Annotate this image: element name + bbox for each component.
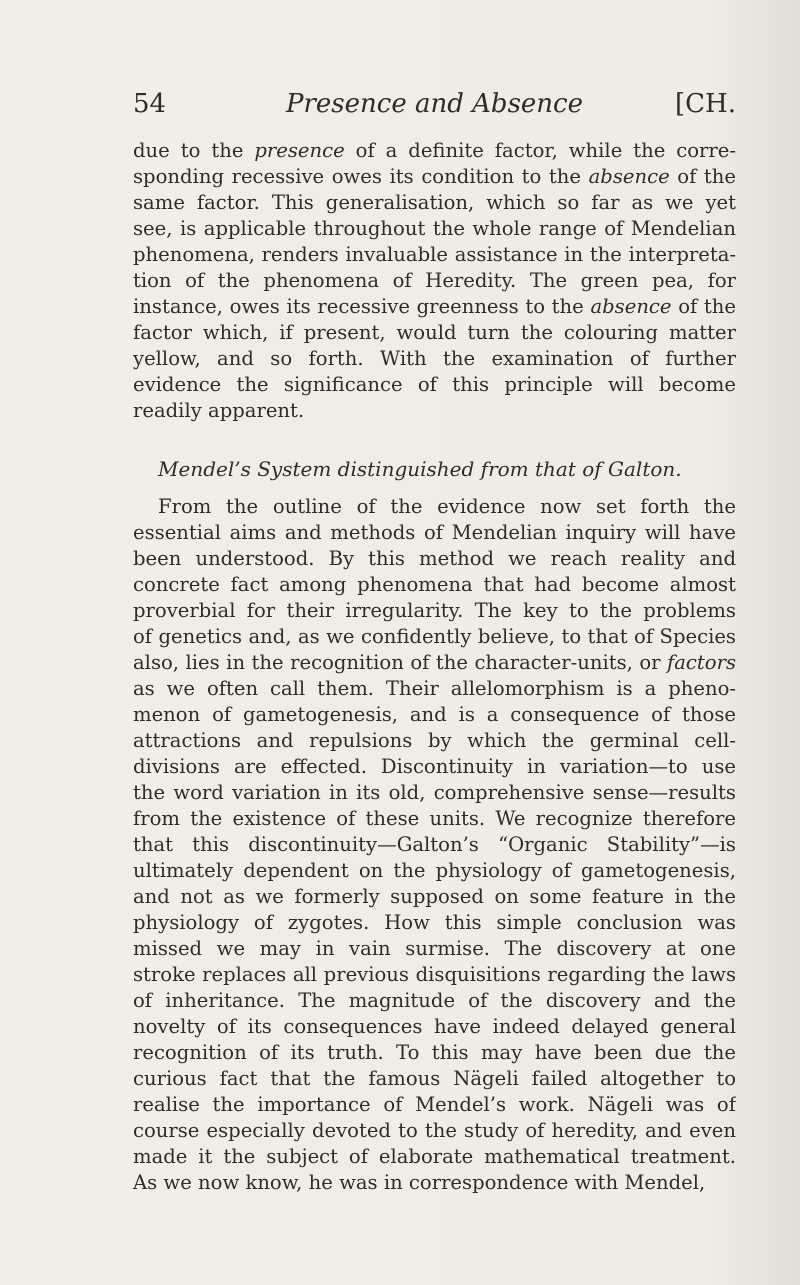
text-run: missed we may in vain surmise. The discovery at one xyxy=(133,937,736,960)
text-run: novelty of its consequences have indeed delayed general xyxy=(133,1015,736,1038)
text-run: of the xyxy=(671,295,736,318)
text-run: phenomena, renders invaluable assistance in the interpreta- xyxy=(133,243,736,266)
text-run: yellow, and so forth. With the examination of further xyxy=(133,347,736,370)
running-title: Presence and Absence xyxy=(286,89,583,119)
text-run: ultimately dependent on the physiology of gametogenesis, xyxy=(133,859,736,882)
text-run: divisions are effected. Discontinuity in variation—to use xyxy=(133,755,736,778)
text-run: and not as we formerly supposed on some feature in the xyxy=(133,885,736,908)
paragraph xyxy=(133,138,736,424)
text-run: instance, owes its recessive greenness to the xyxy=(133,295,591,318)
text-line xyxy=(133,372,736,398)
text-run: stroke replaces all previous disquisitions regarding the laws xyxy=(133,963,736,986)
text-line xyxy=(133,598,736,624)
text-run: tion of the phenomena of Heredity. The green pea, for xyxy=(133,269,736,292)
text-line xyxy=(133,910,736,936)
text-run: made it the subject of elaborate mathematical treatment. xyxy=(133,1145,736,1168)
text-run: attractions and repulsions by which the germinal cell- xyxy=(133,729,736,752)
text-line xyxy=(133,138,736,164)
text-line xyxy=(133,754,736,780)
running-head xyxy=(133,84,736,124)
text-line xyxy=(133,1066,736,1092)
text-line xyxy=(133,1040,736,1066)
text-line xyxy=(133,1144,736,1170)
text-line xyxy=(133,320,736,346)
text-line xyxy=(133,190,736,216)
text-run: that this discontinuity—Galton’s “Organic Stability”—is xyxy=(133,833,736,856)
paragraph xyxy=(133,494,736,1196)
text-line xyxy=(133,806,736,832)
text-run: of the xyxy=(669,165,736,188)
text-run: as we often call them. Their allelomorphism is a pheno- xyxy=(133,677,736,700)
text-run: the word variation in its old, comprehensive sense—results xyxy=(133,781,736,804)
text-line xyxy=(133,216,736,242)
text-run: essential aims and methods of Mendelian inquiry will have xyxy=(133,521,736,544)
text-line xyxy=(133,702,736,728)
text-run: been understood. By this method we reach reality and xyxy=(133,547,736,570)
section-heading: Mendel’s System distinguished from that of Galton. xyxy=(158,457,682,481)
text-line xyxy=(133,1118,736,1144)
text-run: recognition of its truth. To this may have been due the xyxy=(133,1041,736,1064)
text-line xyxy=(133,650,736,676)
text-line xyxy=(133,936,736,962)
emphasis: absence xyxy=(590,295,672,318)
text-run: From the outline of the evidence now set forth the xyxy=(158,495,736,518)
text-line xyxy=(133,572,736,598)
text-run: of inheritance. The magnitude of the discovery and the xyxy=(133,989,736,1012)
text-line xyxy=(133,546,736,572)
text-line xyxy=(133,242,736,268)
text-line xyxy=(133,164,736,190)
text-run: also, lies in the recognition of the character-units, or xyxy=(133,651,667,674)
text-line xyxy=(133,294,736,320)
text-run: same factor. This generalisation, which so far as we yet xyxy=(133,191,736,214)
text-run: factor which, if present, would turn the colouring matter xyxy=(133,321,736,344)
text-line xyxy=(133,494,736,520)
text-line xyxy=(133,832,736,858)
text-line xyxy=(133,884,736,910)
text-line xyxy=(133,624,736,650)
text-run: sponding recessive owes its condition to the xyxy=(133,165,589,188)
emphasis: absence xyxy=(588,165,670,188)
text-line xyxy=(133,962,736,988)
text-line xyxy=(133,520,736,546)
text-line xyxy=(133,1014,736,1040)
text-run: of a definite factor, while the corre- xyxy=(344,139,736,162)
text-line xyxy=(133,728,736,754)
text-run: readily apparent. xyxy=(133,399,305,422)
text-run: realise the importance of Mendel’s work. Nägeli was of xyxy=(133,1093,736,1116)
chapter-mark: [CH. xyxy=(675,89,736,119)
text-run: see, is applicable throughout the whole range of Mendelian xyxy=(133,217,736,240)
text-line xyxy=(133,1170,736,1196)
text-run: concrete fact among phenomena that had become almost xyxy=(133,573,736,596)
page-number: 54 xyxy=(133,89,167,119)
text-line xyxy=(133,346,736,372)
text-run: As we now know, he was in correspondence with Mendel, xyxy=(133,1171,706,1194)
text-run: evidence the significance of this principle will become xyxy=(133,373,736,396)
text-run: physiology of zygotes. How this simple conclusion was xyxy=(133,911,736,934)
emphasis: presence xyxy=(254,139,345,162)
text-run: menon of gametogenesis, and is a consequence of those xyxy=(133,703,736,726)
emphasis: factors xyxy=(667,651,736,674)
text-line xyxy=(133,1092,736,1118)
text-run: from the existence of these units. We recognize therefore xyxy=(133,807,736,830)
text-line xyxy=(133,780,736,806)
text-run: due to the xyxy=(133,139,255,162)
text-line xyxy=(133,858,736,884)
text-run: course especially devoted to the study of heredity, and even xyxy=(133,1119,736,1142)
body-text xyxy=(133,138,736,1196)
text-line xyxy=(133,988,736,1014)
text-line xyxy=(133,398,736,424)
text-run: curious fact that the famous Nägeli failed altogether to xyxy=(133,1067,736,1090)
text-line xyxy=(133,676,736,702)
text-run: of genetics and, as we confidently believe, to that of Species xyxy=(133,625,736,648)
text-line xyxy=(133,268,736,294)
text-run: proverbial for their irregularity. The key to the problems xyxy=(133,599,736,622)
